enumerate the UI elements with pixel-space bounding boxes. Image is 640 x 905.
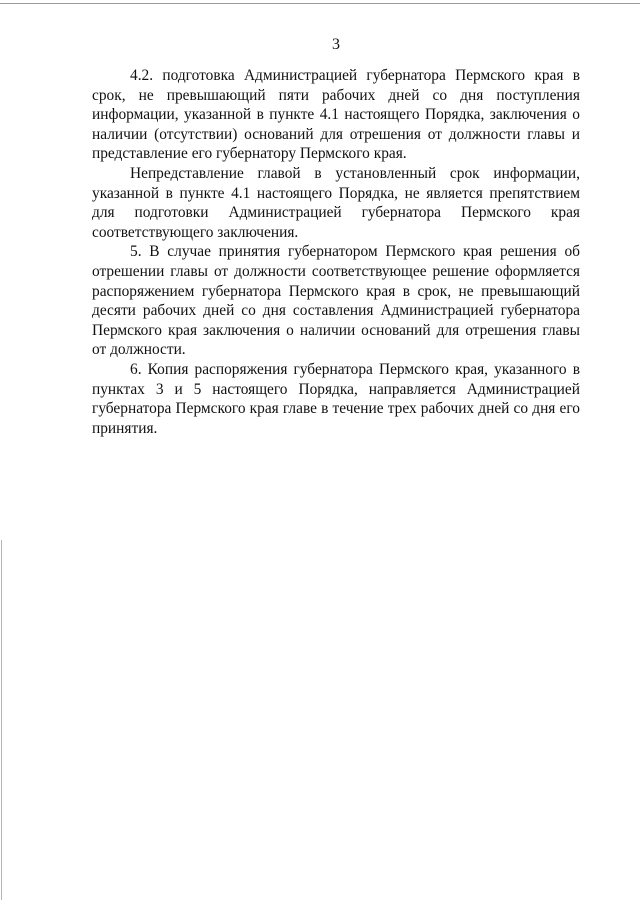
paragraph-non-submission: Непредставление главой в установленный срок информации, указанной в пункте 4.1 настоящего Порядка, не является препятствием для подготовки Администрацией губернатора Пермского края соответствующего заключения.	[92, 164, 580, 241]
paragraph-4-2: 4.2. подготовка Администрацией губернатора Пермского края в срок, не превышающий пяти рабочих дней со дня поступления информации, указанной в пункте 4.1 настоящего Порядка, заключения о наличии (отсутствии) оснований для отрешения от должности главы и представление его губернатору Пермского края.	[92, 67, 580, 163]
paragraph-5: 5. В случае принятия губернатором Пермского края решения об отрешении главы от должности соответствующее решение оформляется распоряжением губернатора Пермского края в срок, не превышающий десяти рабочих дней со дня составления Администрацией губернатора Пермского края заключения о наличии оснований для отрешения главы от должности.	[92, 243, 580, 359]
page-number: 3	[332, 36, 340, 53]
paragraph-6: 6. Копия распоряжения губернатора Пермского края, указанного в пунктах 3 и 5 настоящего Порядка, направляется Администрацией губернатора Пермского края главе в течение трех рабочих дней со дня его принятия.	[92, 360, 580, 437]
document-body	[92, 66, 580, 438]
scan-edge-left	[1, 540, 2, 900]
scan-edge-top	[0, 3, 640, 4]
